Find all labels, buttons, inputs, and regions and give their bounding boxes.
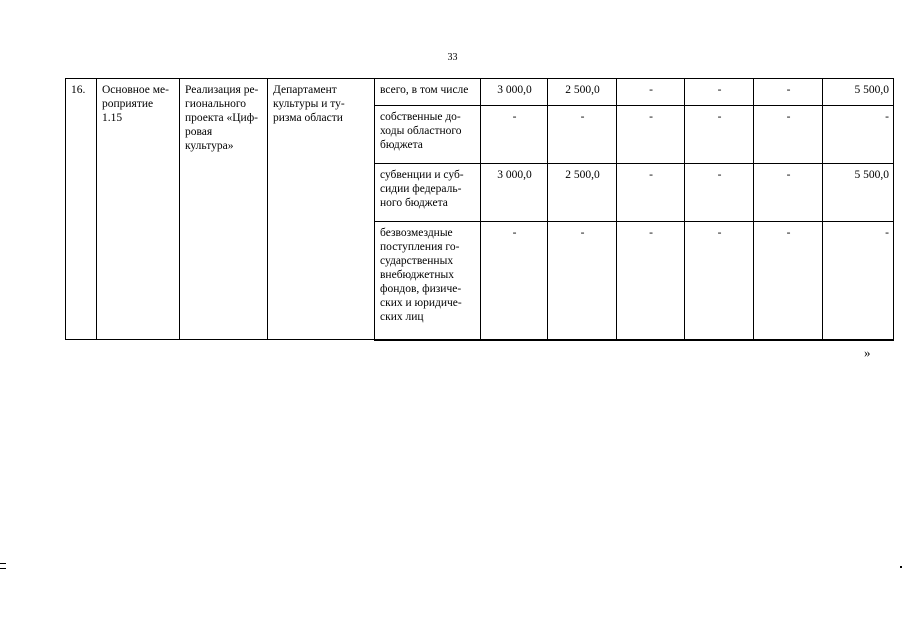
scan-edge-mark	[900, 566, 902, 568]
value-cell: -	[823, 222, 894, 340]
value-cell: -	[685, 106, 754, 164]
value-cell: -	[617, 106, 685, 164]
value-cell: -	[481, 106, 548, 164]
source-cell: субвенции и суб- сидии федераль- ного бюджета	[375, 164, 481, 222]
value-cell: -	[754, 106, 823, 164]
description-cell: Реализация ре- гионального проекта «Циф- ровая культура»	[180, 79, 268, 340]
value-cell: -	[685, 164, 754, 222]
value-cell: -	[754, 222, 823, 340]
value-cell: 3 000,0	[481, 79, 548, 106]
scan-edge-mark	[0, 563, 6, 569]
value-cell: -	[548, 106, 617, 164]
value-cell: -	[685, 222, 754, 340]
value-cell: 2 500,0	[548, 164, 617, 222]
source-cell: всего, в том числе	[375, 79, 481, 106]
page-number: 33	[447, 52, 458, 63]
value-cell: 5 500,0	[823, 79, 894, 106]
budget-table	[65, 78, 894, 341]
measure-cell: Основное ме- роприятие 1.15	[97, 79, 180, 340]
value-cell: -	[481, 222, 548, 340]
value-cell: 3 000,0	[481, 164, 548, 222]
value-cell: 2 500,0	[548, 79, 617, 106]
value-cell: -	[617, 164, 685, 222]
source-cell: безвозмездные поступления го- сударственных внебюджетных фондов, физиче- ских и юридиче- ских лиц	[375, 222, 481, 340]
source-cell: собственные до- ходы областного бюджета	[375, 106, 481, 164]
value-cell: -	[617, 222, 685, 340]
closing-quote: »	[864, 345, 871, 360]
table-row	[66, 79, 894, 106]
value-cell: -	[754, 79, 823, 106]
value-cell: -	[617, 79, 685, 106]
value-cell: 5 500,0	[823, 164, 894, 222]
value-cell: -	[754, 164, 823, 222]
value-cell: -	[823, 106, 894, 164]
row-index: 16.	[66, 79, 97, 340]
value-cell: -	[685, 79, 754, 106]
executor-cell: Департамент культуры и ту- ризма области	[268, 79, 375, 340]
value-cell: -	[548, 222, 617, 340]
